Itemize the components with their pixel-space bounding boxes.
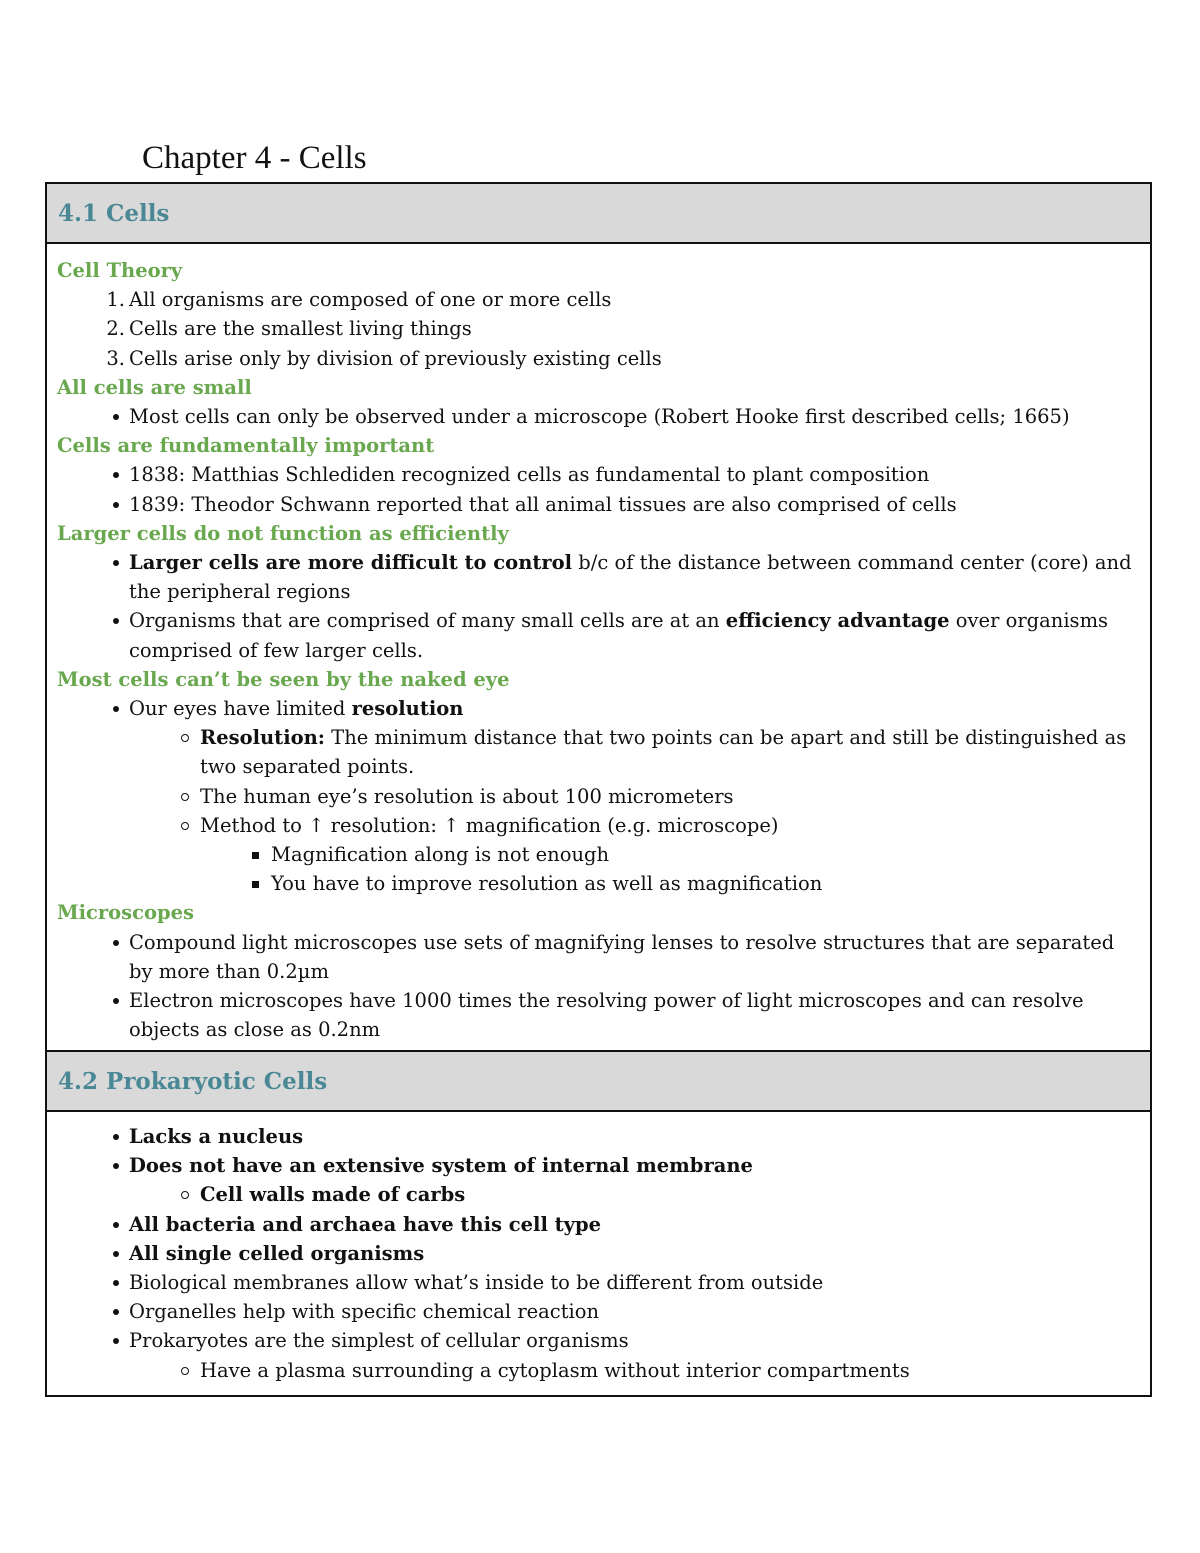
list-item: 1. All organisms are composed of one or more cells [106, 288, 612, 312]
subheading-small: All cells are small [57, 375, 252, 399]
list-item: Cell walls made of carbs [200, 1183, 466, 1207]
list-item: Organelles help with specific chemical reaction [129, 1300, 600, 1324]
subheading-microscopes: Microscopes [57, 901, 195, 925]
list-item: The human eye’s resolution is about 100 micrometers [200, 784, 734, 808]
list-item: Electron microscopes have 1000 times the resolving power of light microscopes and can resolve objects as close as 0.2nm [129, 989, 1084, 1042]
list-item: Most cells can only be observed under a microscope (Robert Hooke first described cells; 1665) [129, 405, 1070, 429]
list-item: Our eyes have limited resolution [129, 697, 464, 721]
cell-theory-list [57, 285, 1140, 373]
section-body [47, 1112, 1150, 1395]
subheading-larger: Larger cells do not function as efficiently [57, 521, 509, 545]
list-item: 1838: Matthias Schlediden recognized cells as fundamental to plant composition [129, 463, 930, 487]
list-item: Biological membranes allow what’s inside to be different from outside [129, 1271, 824, 1295]
list-item: Larger cells are more difficult to control b/c of the distance between command center (core) and the peripheral regions [129, 551, 1132, 604]
section-4-1 [45, 182, 1152, 1056]
list-item: All single celled organisms [129, 1241, 425, 1265]
subheading-cell-theory: Cell Theory [57, 259, 183, 282]
list-item: All bacteria and archaea have this cell type [129, 1212, 602, 1236]
list-item: Does not have an extensive system of internal membrane [129, 1154, 753, 1178]
page-title: Chapter 4 - Cells [142, 140, 367, 176]
section-header [47, 1052, 1150, 1112]
list-item: Method to ↑ resolution: ↑ magnification (e.g. microscope) [200, 813, 779, 837]
section-heading: 4.2 Prokaryotic Cells [58, 1067, 328, 1095]
subheading-naked-eye: Most cells can’t be seen by the naked eye [57, 667, 510, 691]
list-item: 1839: Theodor Schwann reported that all animal tissues are also comprised of cells [129, 492, 957, 516]
list-item: Lacks a nucleus [129, 1125, 304, 1148]
list-item: 3. Cells arise only by division of previously existing cells [106, 346, 662, 370]
list-item: 2. Cells are the smallest living things [106, 317, 472, 341]
list-item: Resolution: The minimum distance that two points can be apart and still be distinguished as two separated points. [200, 726, 1127, 779]
list-item: Have a plasma surrounding a cytoplasm without interior compartments [200, 1358, 910, 1382]
section-header [47, 184, 1150, 244]
list-item: Compound light microscopes use sets of magnifying lenses to resolve structures that are separated by more than 0.2µm [129, 930, 1115, 983]
list-item: Magnification along is not enough [271, 843, 610, 867]
section-body [47, 244, 1150, 1054]
subheading-important: Cells are fundamentally important [57, 434, 435, 458]
list-item: You have to improve resolution as well as magnification [271, 872, 823, 896]
section-4-2 [45, 1050, 1152, 1397]
section-heading: 4.1 Cells [58, 199, 170, 227]
list-item: Prokaryotes are the simplest of cellular organisms [129, 1329, 629, 1353]
list-item: Organisms that are comprised of many small cells are at an efficiency advantage over organisms comprised of few larger cells. [129, 609, 1109, 662]
